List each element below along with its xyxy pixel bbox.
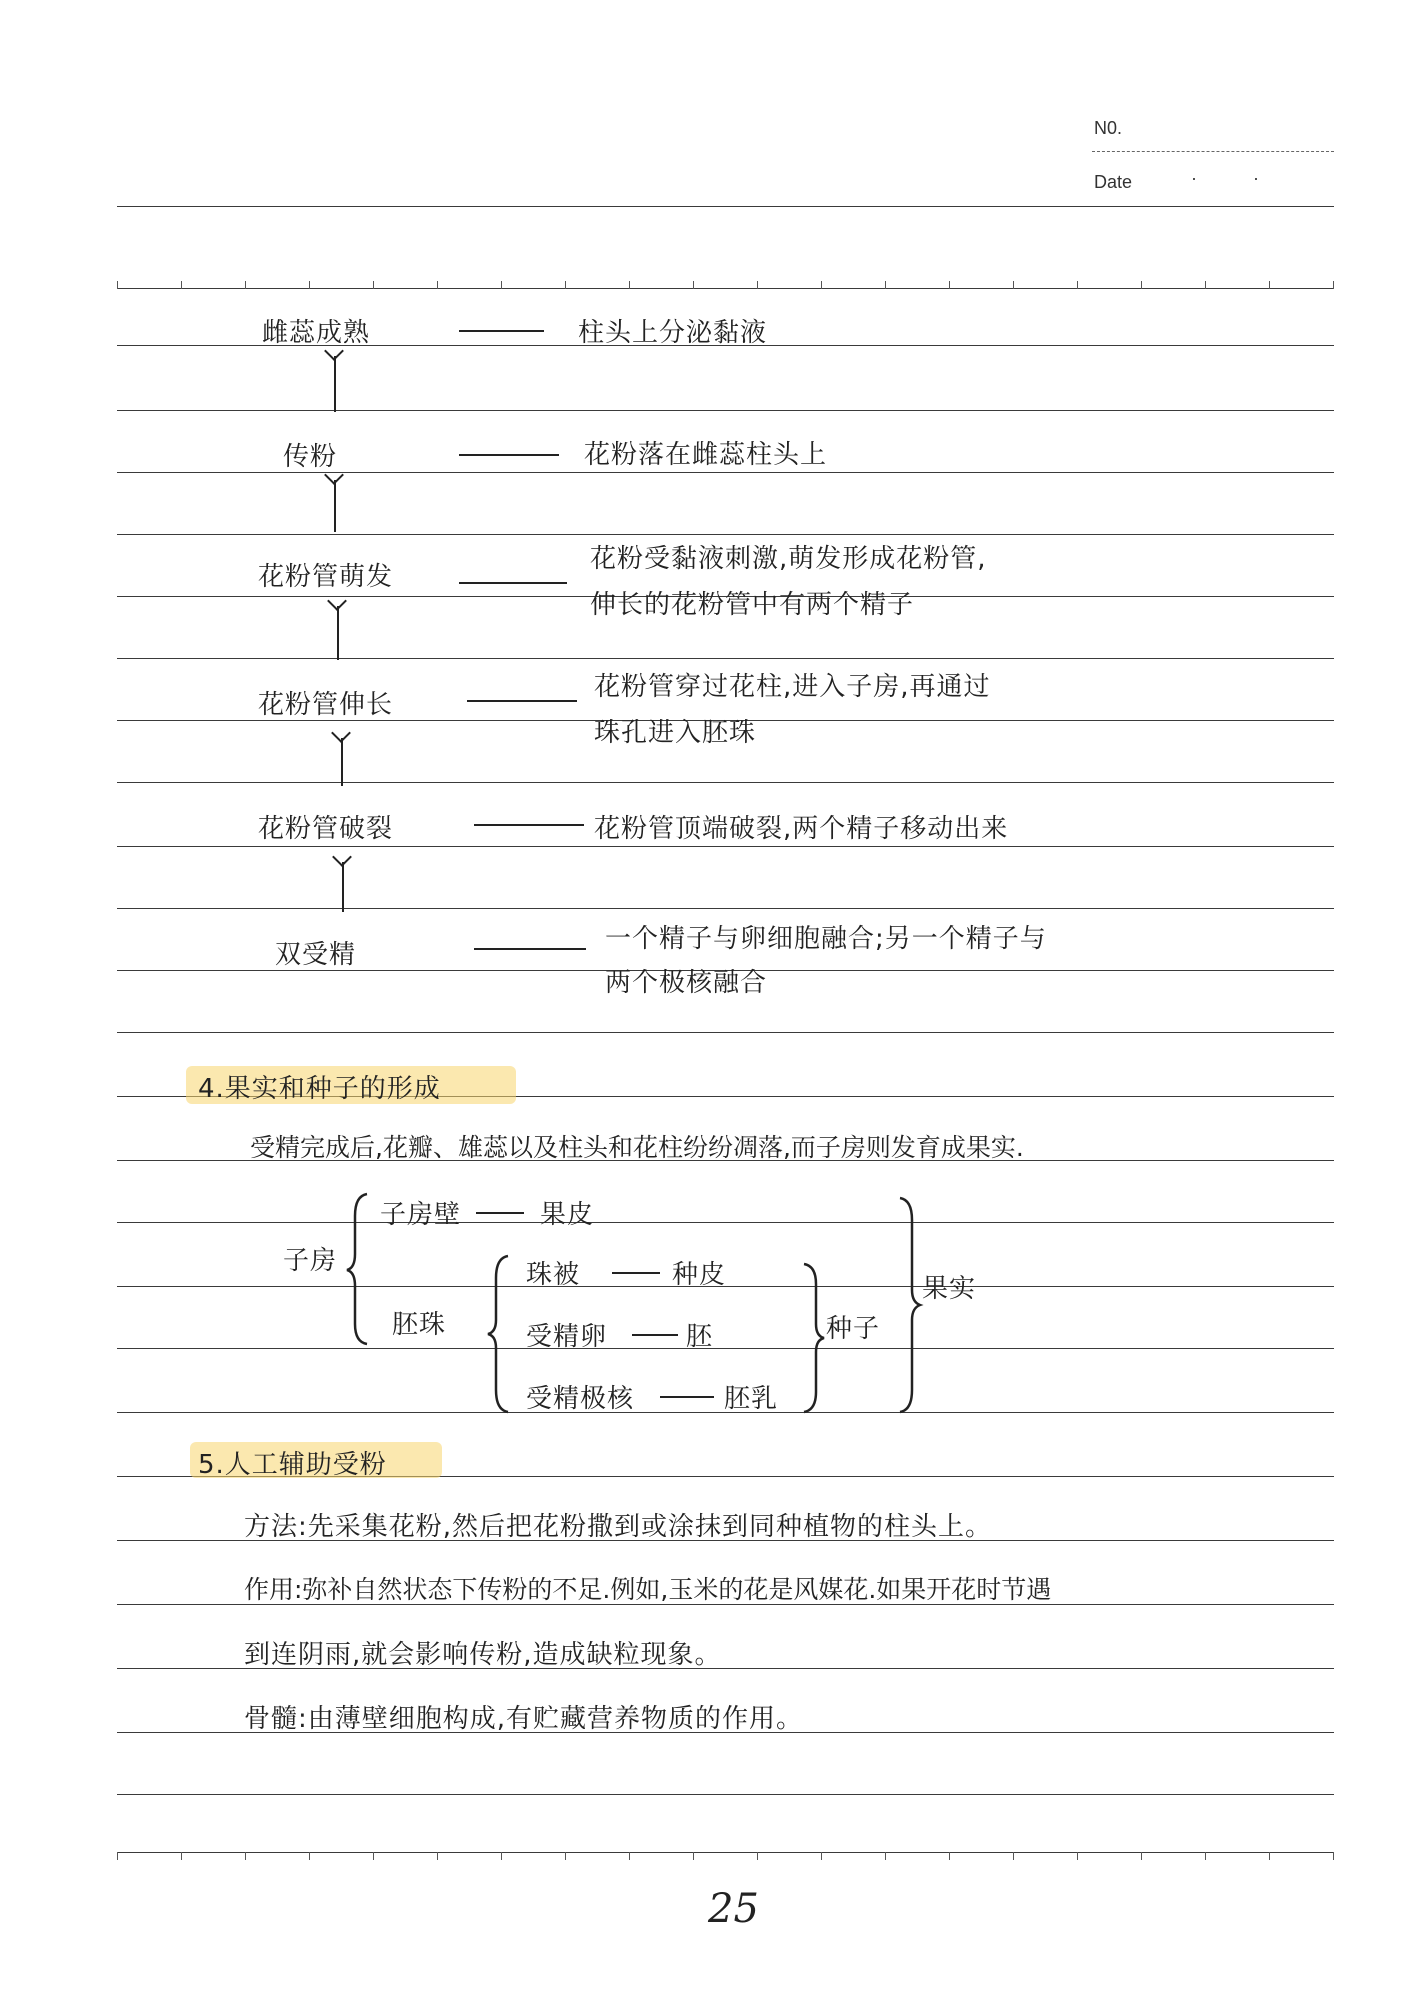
flow-connector (459, 330, 544, 332)
flow-term: 花粉管破裂 (258, 814, 394, 844)
flow-term: 花粉管伸长 (258, 690, 394, 720)
flow-description: 花粉管穿过花柱,进入子房,再通过 (594, 672, 991, 702)
date-dot: · (1191, 168, 1197, 188)
ruled-line (117, 1348, 1334, 1349)
tree-connector (660, 1396, 714, 1398)
ruled-line (117, 658, 1334, 659)
flow-description: 花粉受黏液刺激,萌发形成花粉管, (590, 544, 987, 574)
ruled-line-ticks (117, 281, 1334, 289)
tree-fertilized-polar: 受精极核 (526, 1384, 635, 1414)
no-label: N0. (1094, 118, 1123, 138)
tree-integument: 珠被 (526, 1260, 581, 1290)
ruled-line (117, 846, 1334, 847)
ruled-line (117, 1794, 1334, 1795)
flow-description: 花粉落在雌蕊柱头上 (584, 440, 828, 470)
flow-description: 珠孔进入胚珠 (594, 718, 757, 748)
ruled-line (117, 1032, 1334, 1033)
tree-connector (612, 1272, 660, 1274)
flow-description: 柱头上分泌黏液 (578, 318, 768, 348)
date-label: Date (1094, 172, 1133, 192)
flow-description: 花粉管顶端破裂,两个精子移动出来 (594, 814, 1009, 844)
ruled-line (117, 1222, 1334, 1223)
date-dot: · (1253, 168, 1259, 188)
page-number: 25 (708, 1886, 759, 1932)
flow-connector (459, 582, 567, 584)
tree-fertilized-egg: 受精卵 (526, 1322, 608, 1352)
flow-connector (474, 948, 586, 950)
brace-left-ovule (486, 1254, 514, 1414)
flow-connector (467, 700, 577, 702)
tree-embryo: 胚 (686, 1322, 714, 1352)
ruled-line (117, 534, 1334, 535)
ruled-line-ticks (117, 1852, 1334, 1860)
section5-effect-line2: 到连阴雨,就会影响传粉,造成缺粒现象。 (244, 1640, 722, 1670)
flow-term: 花粉管萌发 (258, 562, 394, 592)
header-dashed-divider (1092, 151, 1334, 152)
tree-ovary: 子房 (283, 1246, 338, 1276)
flow-connector (459, 454, 559, 456)
tree-pericarp: 果皮 (540, 1200, 595, 1230)
brace-left-ovary (345, 1192, 375, 1346)
ruled-line (117, 410, 1334, 411)
brace-right-fruit (896, 1196, 924, 1414)
tree-seed: 种子 (826, 1314, 881, 1344)
tree-ovule: 胚珠 (392, 1310, 447, 1340)
tree-endosperm: 胚乳 (724, 1384, 779, 1414)
ruled-line (117, 206, 1334, 207)
flow-description: 两个极核融合 (605, 968, 768, 998)
flow-term: 雌蕊成熟 (262, 318, 371, 348)
ruled-line (117, 782, 1334, 783)
section5-pith: 骨髓:由薄壁细胞构成,有贮藏营养物质的作用。 (244, 1704, 804, 1734)
section4-text: 受精完成后,花瓣、雄蕊以及柱头和花柱纷纷凋落,而子房则发育成果实. (250, 1133, 1024, 1162)
flow-term: 传粉 (283, 442, 338, 472)
section5-method: 方法:先采集花粉,然后把花粉撒到或涂抹到同种植物的柱头上。 (244, 1512, 993, 1542)
flow-description: 伸长的花粉管中有两个精子 (590, 590, 915, 620)
tree-connector (476, 1212, 524, 1214)
tree-fruit: 果实 (922, 1274, 977, 1304)
ruled-line (117, 908, 1334, 909)
tree-connector (632, 1334, 678, 1336)
flow-description: 一个精子与卵细胞融合;另一个精子与 (605, 924, 1047, 954)
section5-title: 5.人工辅助受粉 (198, 1450, 387, 1480)
brace-right-seed (800, 1262, 828, 1414)
section5-effect-line1: 作用:弥补自然状态下传粉的不足.例如,玉米的花是风媒花.如果开花时节遇 (244, 1575, 1052, 1604)
flow-connector (474, 824, 584, 826)
tree-ovary-wall: 子房壁 (380, 1200, 462, 1230)
tree-seed-coat: 种皮 (672, 1260, 727, 1290)
section4-title: 4.果实和种子的形成 (198, 1074, 441, 1104)
flow-term: 双受精 (275, 940, 357, 970)
